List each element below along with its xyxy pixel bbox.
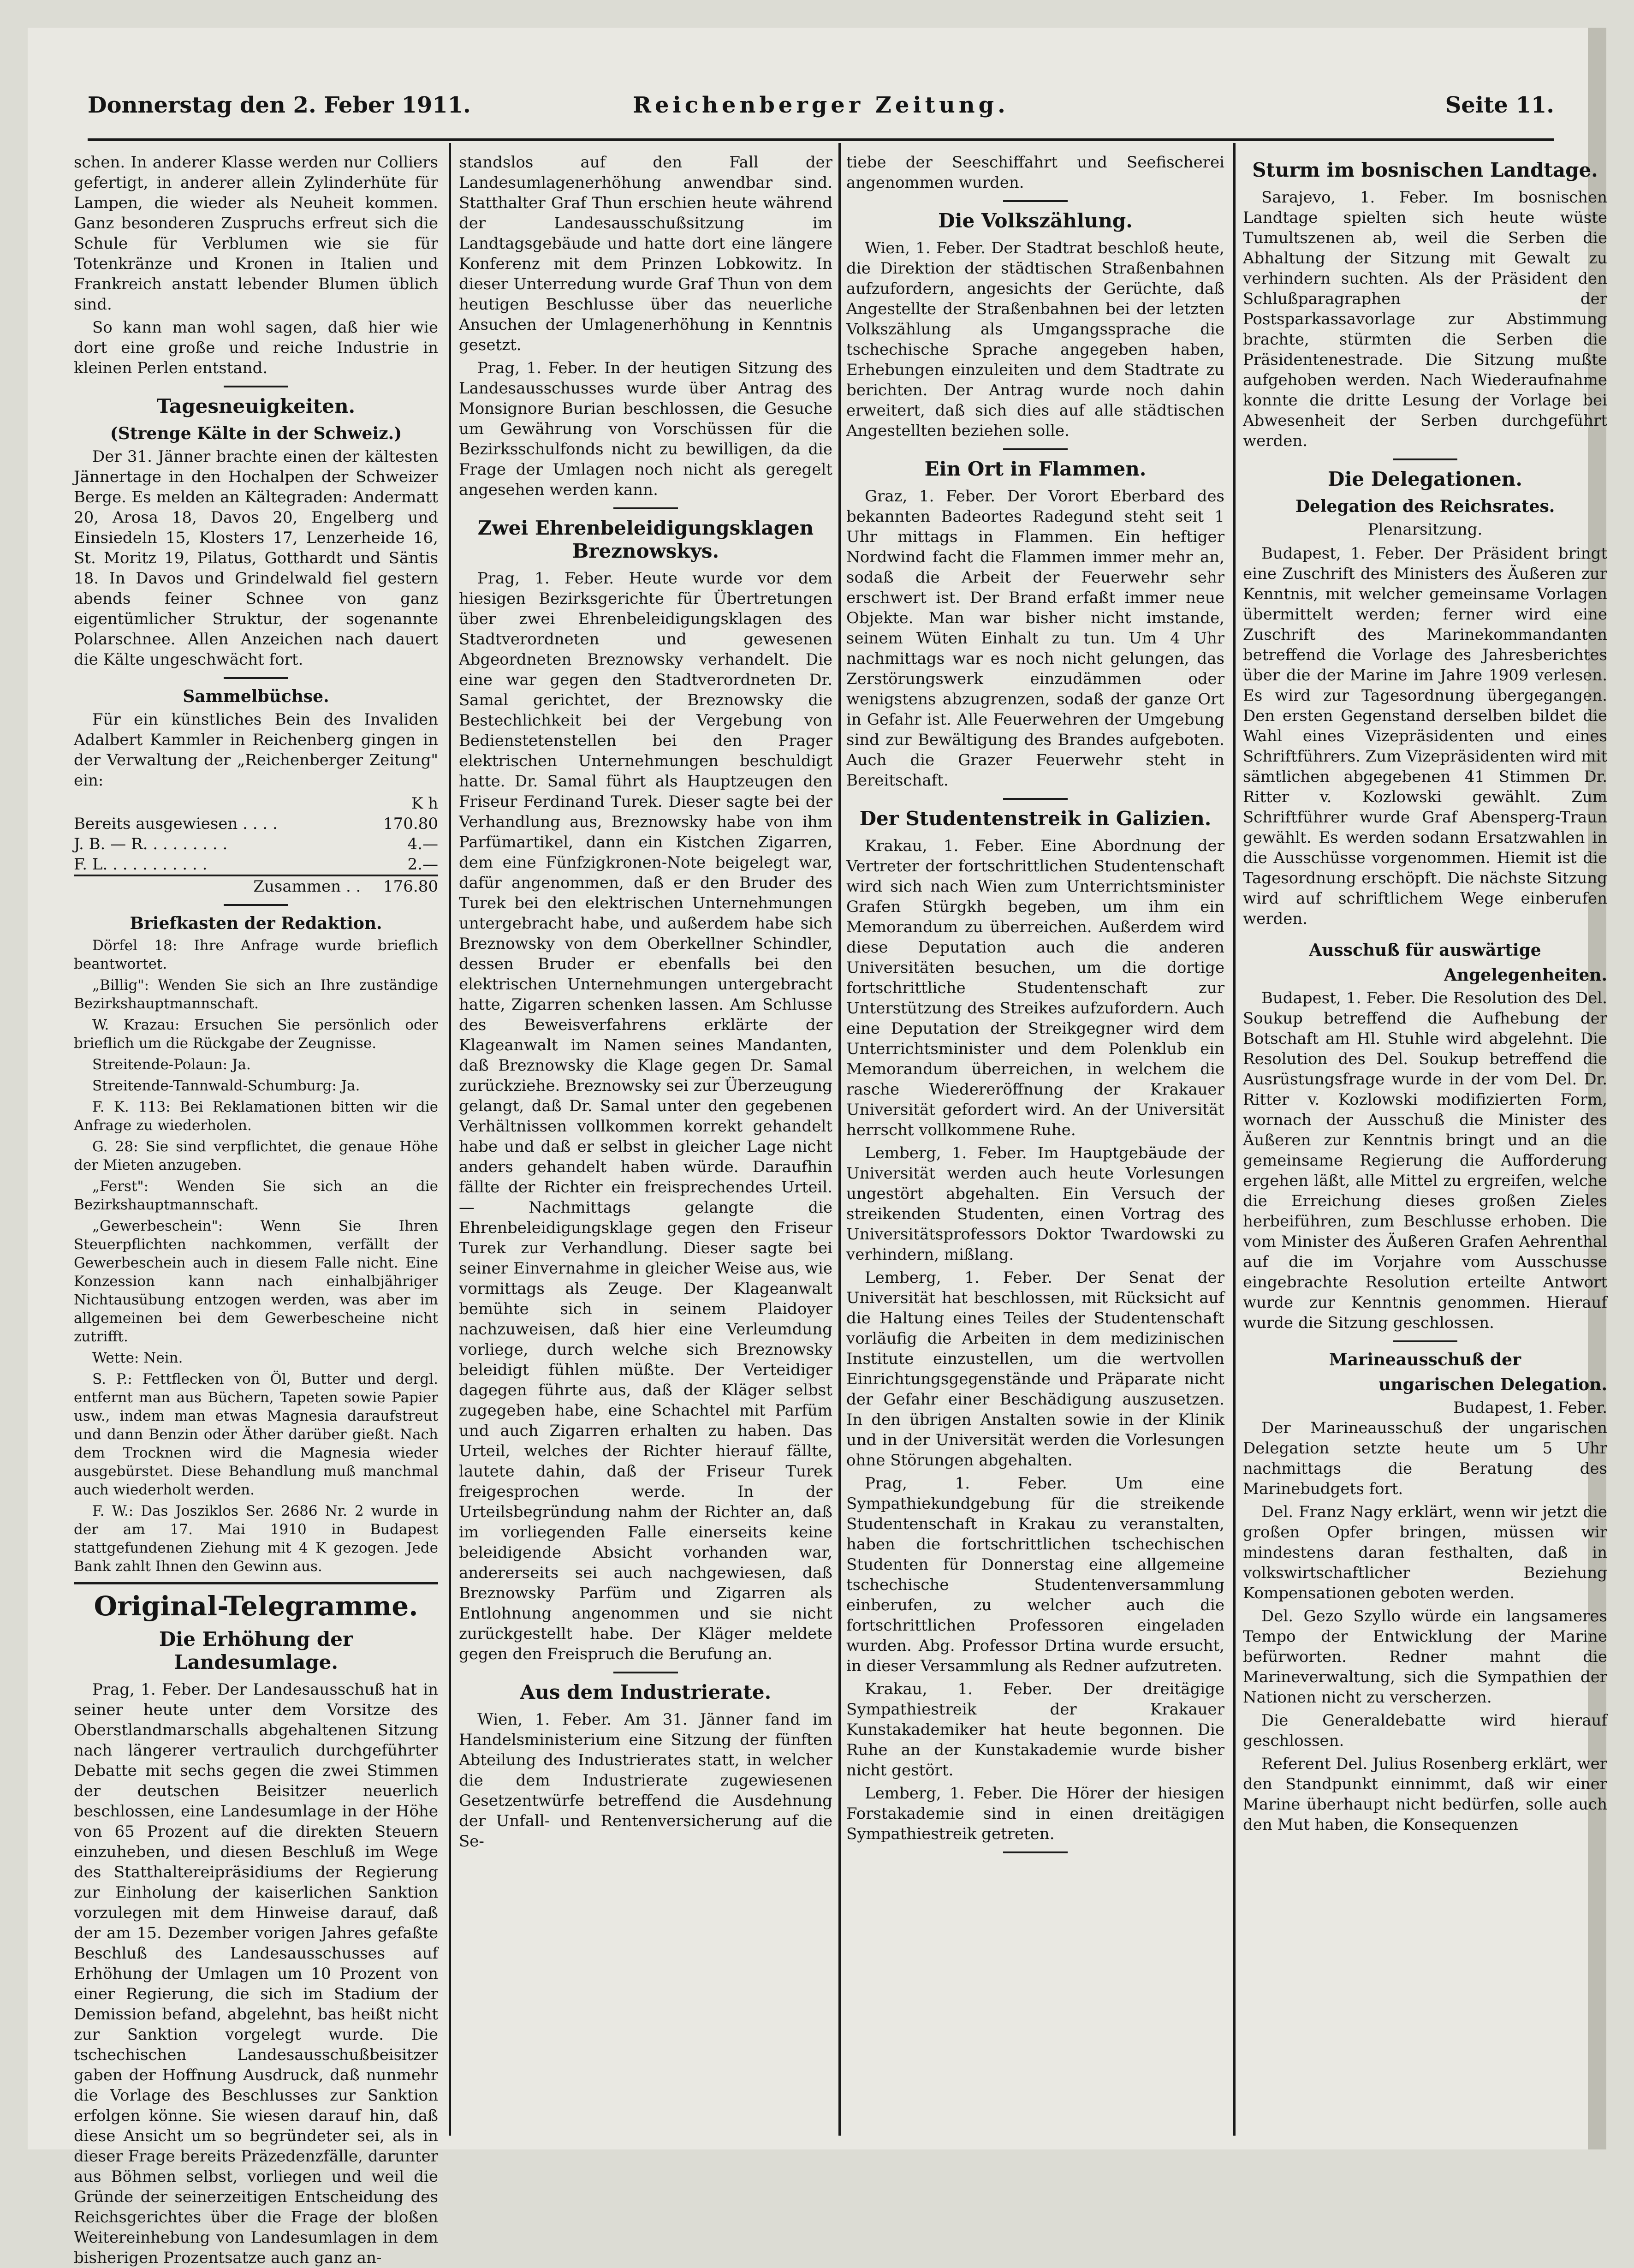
section-divider <box>224 904 288 906</box>
section-divider <box>1003 448 1068 450</box>
table-row: Bereits ausgewiesen . . . . 170.80 <box>74 815 438 833</box>
article-title: Die Erhöhung der Landesumlage. <box>159 1628 353 1673</box>
currency-unit: K h <box>411 794 438 813</box>
list-item: Wette: Nein. <box>92 1350 183 1366</box>
article-paragraph: Krakau, 1. Feber. Eine Abordnung der Vertreter der fortschrittlichen Studentenschaft wird sich nach Wien zum Unterrichtsminister Grafen Stürgkh begeben, um ihm ein Memorandum zu überreichen. Außerdem wird diese Deputation auch die anderen Universitäten besuchen, um die dortige fortschrittliche Studentenschaft zur Unterstützung des Streikes aufzufordern. Auch eine Deputation der Streikgegner wird dem Unterrichtsminister und dem Polenklub ein Memorandum überreichen, in welchem die rasche Wiedereröffnung der Krakauer Universität gefordert wird. An der Universität herrscht vollkommene Ruhe. <box>846 837 1224 1139</box>
section-divider <box>613 507 678 509</box>
article-paragraph: So kann man wohl sagen, daß hier wie dort eine große und reiche Industrie in kleinen Perlen entstand. <box>74 318 438 377</box>
article-paragraph: Budapest, 1. Feber. Die Resolution des Del. Soukup betreffend die Aufhebung der Botschaft am Hl. Stuhle wird abgelehnt. Die Resolution des Del. Soukup betreffend die Ausrüstungsfrage wurde in der vom Del. Dr. Ritter v. Kozlowski modifizierten Form, wornach der Ausschuß die Minister des Äußeren zur Kenntnis bringt und an die gemeinsame Regierung die Aufforderung ergehen läßt, alle Mittel zu ergreifen, welche die Erreichung dieses großen Zieles herbeiführen, zum Beschlusse erhoben. Die vom Minister des Äußeren Grafen Aehrenthal auf die im Vorjahre vom Ausschusse eingebrachte Resolution erteilte Antwort wurde zur Kenntnis genommen. Hierauf wurde die Sitzung geschlossen. <box>1243 989 1607 1332</box>
article-paragraph: Prag, 1. Feber. Heute wurde vor dem hiesigen Bezirksgerichte für Übertretungen über zwei Ehrenbeleidigungsklagen des Stadtverordneten und gewesenen Abgeordneten Breznowsky verhandelt. Die eine war gegen den Stadtverordneten Dr. Samal gerichtet, der Breznowsky die Bestechlichkeit bei der Vergebung von Bedienstetenstellen bei den Prager elektrischen Unternehmungen beschuldigt hatte. Dr. Samal führt als Hauptzeugen den Friseur Ferdinand Turek. Dieser sagte bei der Verhandlung aus, Breznowsky habe von ihm Parfümartikel, dann ein Kistchen Zigarren, dem eine Fünfzigkronen-Note beigelegt war, dafür angenommen, daß er den Bruder des Turek bei den elektrischen Unternehmungen untergebracht habe, und außerdem habe sich Breznowsky von dem Oberkellner Schindler, dessen Bruder er ebenfalls bei den elektrischen Unternehmungen untergebracht hatte, Zigarren schenken lassen. Am Schlusse des Beweisverfahrens erklärte der Klageanwalt im Namen seines Mandanten, daß Breznowsky die Klage gegen Dr. Samal zurückziehe. Breznowsky sei zur Überzeugung gelangt, daß Dr. Samal unter den gegebenen Verhältnissen vollkommen korrekt gehandelt habe und daß er selbst in gleicher Lage nicht anders gehandelt haben würde. Daraufhin fällte der Richter ein freisprechendes Urteil. — Nachmittags gelangte die Ehrenbeleidigungsklage gegen den Friseur Turek zur Verhandlung. Dieser sagte bei seiner Einvernahme in gleicher Weise aus, wie vormittags als Zeuge. Der Klageanwalt bemühte sich in seinem Plaidoyer nachzuweisen, daß hier eine Verleumdung vorliege, durch welche sich Breznowsky beleidigt fühlen müßte. Der Verteidiger dagegen führte aus, daß der Kläger selbst zugegeben habe, eine Schachtel mit Parfüm und auch Zigarren erhalten zu haben. Das Urteil, welches der Richter hierauf fällte, lautete dahin, daß der Friseur Turek freigesprochen werde. In der Urteilsbegründung nahm der Richter an, daß im vorliegenden Falle einerseits keine beleidigende Absicht vorhanden war, andererseits sei auch nachgewiesen, daß Breznowsky Parfüm und Zigarren als Entlohnung angenommen und sie nicht zurückgestellt habe. Der Kläger meldete gegen den Freispruch die Berufung an. <box>459 569 832 1663</box>
article-paragraph: Lemberg, 1. Feber. Der Senat der Universität hat beschlossen, mit Rücksicht auf die Haltung eines Teiles der Studentenschaft vorläufig die Arbeiten in dem medizinischen Institute einzustellen, um die wertvollen Einrichtungsgegenstände und Präparate nicht der Gefahr einer Beschädigung auszusetzen. In den übrigen Anstalten sowie in der Klinik und in der Universität werden die Vorlesungen ohne Störungen abgehalten. <box>846 1268 1224 1470</box>
article-title: Zwei Ehrenbeleidigungsklagen Breznowskys. <box>477 517 814 562</box>
table-row: J. B. — R. . . . . . . . . 4.— <box>74 835 438 853</box>
article-paragraph: Prag, 1. Feber. Um eine Sympathiekundgebung für die streikende Studentenschaft in Krakau zu veranstalten, haben die fortschrittlichen tschechischen Studenten für Donnerstag eine allgemeine tschechische Studentenversammlung einberufen, zu welcher auch die fortschrittlichen Professoren eingeladen wurden. Abg. Professor Drtina wurde ersucht, in dieser Versammlung als Redner aufzutreten. <box>846 1474 1224 1675</box>
article-paragraph: Der Marineausschuß der ungarischen Delegation setzte heute um 5 Uhr nachmittags die Beratung des Marinebudgets fort. <box>1243 1419 1607 1498</box>
article-title: Aus dem Industrierate. <box>520 1681 772 1703</box>
section-divider <box>1393 458 1457 460</box>
masthead-title: Reichenberger Zeitung. <box>633 92 1009 118</box>
list-item: Streitende-Tannwald-Schumburg: Ja. <box>92 1077 360 1094</box>
list-item: F. K. 113: Bei Reklamationen bitten wir die Anfrage zu wiederholen. <box>74 1099 438 1134</box>
column-4 <box>1243 152 1607 2131</box>
section-heading-original-telegramme: Original-Telegramme. <box>94 1590 418 1622</box>
article-paragraph: Die Generaldebatte wird hierauf geschlossen. <box>1243 1711 1607 1750</box>
section-divider <box>1003 1851 1068 1853</box>
section-divider <box>1393 1340 1457 1342</box>
article-paragraph: Graz, 1. Feber. Der Vorort Eberbard des bekannten Badeortes Radegund steht seit 1 Uhr mittags in Flammen. Ein heftiger Nordwind facht die Flammen immer mehr an, sodaß die Arbeit der Feuerwehr sehr erschwert ist. Der Brand erfaßt immer neue Objekte. Man war bisher nicht imstande, seinem Wüten Einhalt zu tun. Um 4 Uhr nachmittags war es noch nicht gelungen, das Zerstörungswerk einzudämmen oder wenigstens abzugrenzen, sodaß der ganze Ort in Gefahr ist. Alle Feuerwehren der Umgebung sind zur Bewältigung des Brandes aufgeboten. Auch die Grazer Feuerwehr steht in Bereitschaft. <box>846 487 1224 790</box>
article-paragraph: Lemberg, 1. Feber. Im Hauptgebäude der Universität werden auch heute Vorlesungen ungestört abgehalten. Ein Versuch der streikenden Studenten, einen Vortrag des Universitätsprofessors Doktor Twardowski zu verhindern, mißlang. <box>846 1144 1224 1264</box>
section-heading-sammelbuechse: Sammelbüchse. <box>183 687 329 706</box>
article-paragraph: standslos auf den Fall der Landesumlagenerhöhung anwendbar sind. Statthalter Graf Thun erschien heute während der Landesausschußsitzung im Landtagsgebäude und hatte dort eine längere Konferenz mit dem Prinzen Lobkowitz. In dieser Unterredung wurde Graf Thun von dem heutigen Beschlusse über das neuerliche Ansuchen der Umlagenerhöhung in Kenntnis gesetzt. <box>459 153 832 354</box>
column-1 <box>74 152 438 2267</box>
article-subtitle: Delegation des Reichsrates. <box>1295 497 1555 516</box>
section-divider <box>74 1582 438 1584</box>
article-title: ungarischen Delegation. <box>1379 1375 1607 1394</box>
article-paragraph: Der 31. Jänner brachte einen der kältesten Jännertage in den Hochalpen der Schweizer Berge. Es melden an Kältegraden: Andermatt 20, Arosa 18, Davos 20, Engelberg und Einsiedeln 15, Klosters 17, Lenzerheide 16, St. Moritz 19, Pilatus, Gotthardt und Säntis 18. In Davos und Grindelwald fiel gestern abends feiner Schnee von ganz eigentümlicher Struktur, der sogenannte Polarschnee. Allen Anzeichen nach dauert die Kälte ungeschwächt fort. <box>74 447 438 669</box>
article-paragraph: Wien, 1. Feber. Der Stadtrat beschloß heute, die Direktion der städtischen Straßenbahnen aufzufordern, angesichts der Gerüchte, daß Angestellte der Straßenbahnen bei der letzten Volkszählung als Umgangssprache die tschechische Sprache angegeben haben, Erhebungen einzuleiten und dem Stadtrate zu berichten. Der Antrag wurde noch dahin erweitert, daß sich dies auf alle städtischen Angestellten beziehen solle. <box>846 239 1224 440</box>
page-header <box>88 83 1554 141</box>
article-title: Angelegenheiten. <box>1444 965 1607 985</box>
article-paragraph: schen. In anderer Klasse werden nur Colliers gefertigt, in anderer allein Zylinderhüte für Lampen, die wieder als Neuheit kommen. Ganz besonderen Zuspruchs erfreut sich die Schule für Verblumen wie sie für Totenkränze und Kronen in Italien und Frankreich anstatt lebender Blumen üblich sind. <box>74 153 438 314</box>
article-paragraph: Krakau, 1. Feber. Der dreitägige Sympathiestreik der Krakauer Kunstakademiker hat heute begonnen. Die Ruhe an der Kunstakademie wurde bisher nicht gestört. <box>846 1680 1224 1780</box>
list-item: „Billig": Wenden Sie sich an Ihre zuständige Bezirkshauptmannschaft. <box>74 977 438 1012</box>
article-paragraph: Prag, 1. Feber. Der Landesausschuß hat in seiner heute unter dem Vorsitze des Oberstlandmarschalls abgehaltenen Sitzung nach längerer vertraulich durchgeführter Debatte mit sechs gegen die zwei Stimmen der deutschen Beisitzer neuerlich beschlossen, eine Landesumlage in der Höhe von 65 Prozent auf die direkten Steuern einzuheben, und diesen Beschluß im Wege des Statthaltereipräsidiums der Regierung zur Einholung der kaiserlichen Sanktion vorzulegen mit dem Hinweise darauf, daß der am 15. Dezember vorigen Jahres gefaßte Beschluß des Landesausschusses auf Erhöhung der Umlagen um 10 Prozent von einer Regierung, die sich im Stadium der Demission befand, abgelehnt, bas heißt nicht zur Sanktion vorgelegt wurde. Die tschechischen Landesausschußbeisitzer gaben der Hoffnung Ausdruck, daß nunmehr die Vorlage des Beschlusses zur Sanktion erfolgen könne. Sie wiesen darauf hin, daß diese Ansicht um so begründeter sei, als in dieser Frage bereits Präzedenzfälle, darunter aus Böhmen selbst, vorliegen und weil die Gründe der seinerzeitigen Entscheidung des Reichsgerichtes über die Frage der bloßen Weitereinhebung von Landesumlagen in dem bisherigen Prozentsatze auch ganz an- <box>74 1680 438 2267</box>
section-divider <box>224 677 288 679</box>
table-total-row: Zusammen . . 176.80 <box>74 875 438 897</box>
donation-table <box>74 793 438 897</box>
table-row: F. L. . . . . . . . . . . 2.— <box>74 855 438 874</box>
article-paragraph: Del. Franz Nagy erklärt, wenn wir jetzt die großen Opfer bringen, müssen wir mindestens daran festhalten, daß in volkswirtschaftlicher Beziehung Kompensationen geboten werden. <box>1243 1503 1607 1602</box>
column-divider <box>1233 143 1236 2136</box>
newspaper-page <box>28 28 1607 2267</box>
letters-box <box>74 936 438 1576</box>
section-divider <box>224 386 288 387</box>
section-divider <box>613 1672 678 1673</box>
header-date: Donnerstag den 2. Feber 1911. <box>88 92 471 118</box>
dateline: Budapest, 1. Feber. <box>1453 1399 1607 1417</box>
article-paragraph: tiebe der Seeschiffahrt und Seefischerei angenommen wurden. <box>846 153 1224 192</box>
article-paragraph: Prag, 1. Feber. In der heutigen Sitzung des Landesausschusses wurde über Antrag des Monsignore Burian beschlossen, die Gesuche um Gewährung von Vorschüssen für die Bezirksschulfonds nicht zu bewilligen, da die Frage der Umlagen noch nicht als geregelt angesehen werden kann. <box>459 359 832 499</box>
list-item: W. Krazau: Ersuchen Sie persönlich oder brieflich um die Rückgabe der Zeugnisse. <box>74 1017 438 1052</box>
article-paragraph: Wien, 1. Feber. Am 31. Jänner fand im Handelsministerium eine Sitzung der fünften Abteilung des Industrierates statt, in welcher die dem Industrierate zugewiesenen Gesetzentwürfe betreffend die Ausdehnung der Unfall- und Rentenversicherung auf die Se- <box>459 1710 832 1851</box>
article-title: Die Volkszählung. <box>938 209 1133 232</box>
list-item: „Gewerbeschein": Wenn Sie Ihren Steuerpflichten nachkommen, verfällt der Gewerbeschein auch in diesem Falle nicht. Eine Konzession kann nach einhalbjähriger Nichtausübung entzogen werden, was aber im allgemeinen bei dem Gewerbescheine nicht zutrifft. <box>74 1218 438 1345</box>
page-number: Seite 11. <box>1445 92 1554 118</box>
list-item: Streitende-Polaun: Ja. <box>92 1056 251 1073</box>
article-paragraph: Für ein künstliches Bein des Invaliden Adalbert Kammler in Reichenberg gingen in der Verwaltung der „Reichenberger Zeitung" ein: <box>74 710 438 790</box>
column-divider <box>449 143 451 2136</box>
list-item: F. W.: Das Josziklos Ser. 2686 Nr. 2 wurde in der am 17. Mai 1910 in Budapest stattgefundenen Ziehung mit 4 K gezogen. Jede Bank zahlt Ihnen den Gewinn aus. <box>74 1503 438 1575</box>
article-title: Marineausschuß der <box>1329 1350 1521 1369</box>
article-title: Sturm im bosnischen Landtage. <box>1252 159 1598 181</box>
column-3 <box>846 152 1224 2131</box>
column-2 <box>459 152 832 2131</box>
section-heading-briefkasten: Briefkasten der Redaktion. <box>130 914 382 933</box>
section-heading-tagesneuigkeiten: Tagesneuigkeiten. <box>156 395 356 417</box>
article-paragraph: Referent Del. Julius Rosenberg erklärt, wer den Standpunkt einnimmt, daß wir einer Marine überhaupt nicht bedürfen, solle auch den Mut haben, die Konsequenzen <box>1243 1755 1607 1834</box>
article-title: Ein Ort in Flammen. <box>924 458 1147 480</box>
list-item: G. 28: Sie sind verpflichtet, die genaue Höhe der Mieten anzugeben. <box>74 1138 438 1173</box>
article-title: (Strenge Kälte in der Schweiz.) <box>110 424 402 443</box>
section-heading-delegationen: Die Delegationen. <box>1328 468 1522 490</box>
article-subtitle: Plenarsitzung. <box>1367 520 1483 539</box>
list-item: S. P.: Fettflecken von Öl, Butter und dergl. entfernt man aus Büchern, Tapeten sowie Papier usw., indem man etwas Magnesia daraufstreut und dann Benzin oder Äther darüber gießt. Nach dem Trocknen wird die Magnesia wieder ausgebürstet. Diese Behandlung muß manchmal auch wiederholt werden. <box>74 1371 438 1498</box>
article-paragraph: Del. Gezo Szyllo würde ein langsameres Tempo der Entwicklung der Marine befürworten. Redner mahnt die Marineverwaltung, sich die Sympathien der Nationen nicht zu verscherzen. <box>1243 1607 1607 1707</box>
article-title: Der Studentenstreik in Galizien. <box>859 807 1212 830</box>
section-divider <box>1003 200 1068 202</box>
list-item: Dörfel 18: Ihre Anfrage wurde brieflich beantwortet. <box>74 937 438 972</box>
article-paragraph: Lemberg, 1. Feber. Die Hörer der hiesigen Forstakademie sind in einen dreitägigen Sympathiestreik getreten. <box>846 1784 1224 1843</box>
section-divider <box>1003 798 1068 800</box>
list-item: „Ferst": Wenden Sie sich an die Bezirkshauptmannschaft. <box>74 1178 438 1213</box>
article-paragraph: Sarajevo, 1. Feber. Im bosnischen Landtage spielten sich heute wüste Tumultszenen ab, weil die Serben die Abhaltung der Sitzung mit Gewalt zu verhindern suchten. Als der Präsident den Schlußparagraphen der Postsparkassavorlage zur Abstimmung brachte, stürmten die Serben die Präsidentenestrade. Die Sitzung mußte aufgehoben werden. Nach Wiederaufnahme konnte die dritte Lesung der Vorlage bei Abwesenheit der Serben durchgeführt werden. <box>1243 188 1607 450</box>
article-title: Ausschuß für auswärtige <box>1309 941 1541 960</box>
column-divider <box>838 143 841 2136</box>
article-paragraph: Budapest, 1. Feber. Der Präsident bringt eine Zuschrift des Ministers des Äußeren zur Kenntnis, mit welcher gemeinsame Vorlagen übermittelt werden; ferner wird eine Zuschrift des Marinekommandanten betreffend die Vorlage des Jahresberichtes über die der Marine im Jahre 1909 verlesen. Es wird zur Tagesordnung übergegangen. Den ersten Gegenstand derselben bildet die Wahl eines Vizepräsidenten und eines Schriftführers. Zum Vizepräsidenten wird mit sämtlichen abgegebenen 41 Stimmen Dr. Ritter v. Kozlowski gewählt. Zum Schriftführer wurde Graf Abensperg-Traun gewählt. Es werden sodann Ersatzwahlen in die Ausschüsse vorgenommen. Hiemit ist die Tagesordnung erschöpft. Die nächste Sitzung wird auf schriftlichem Wege einberufen werden. <box>1243 544 1607 928</box>
